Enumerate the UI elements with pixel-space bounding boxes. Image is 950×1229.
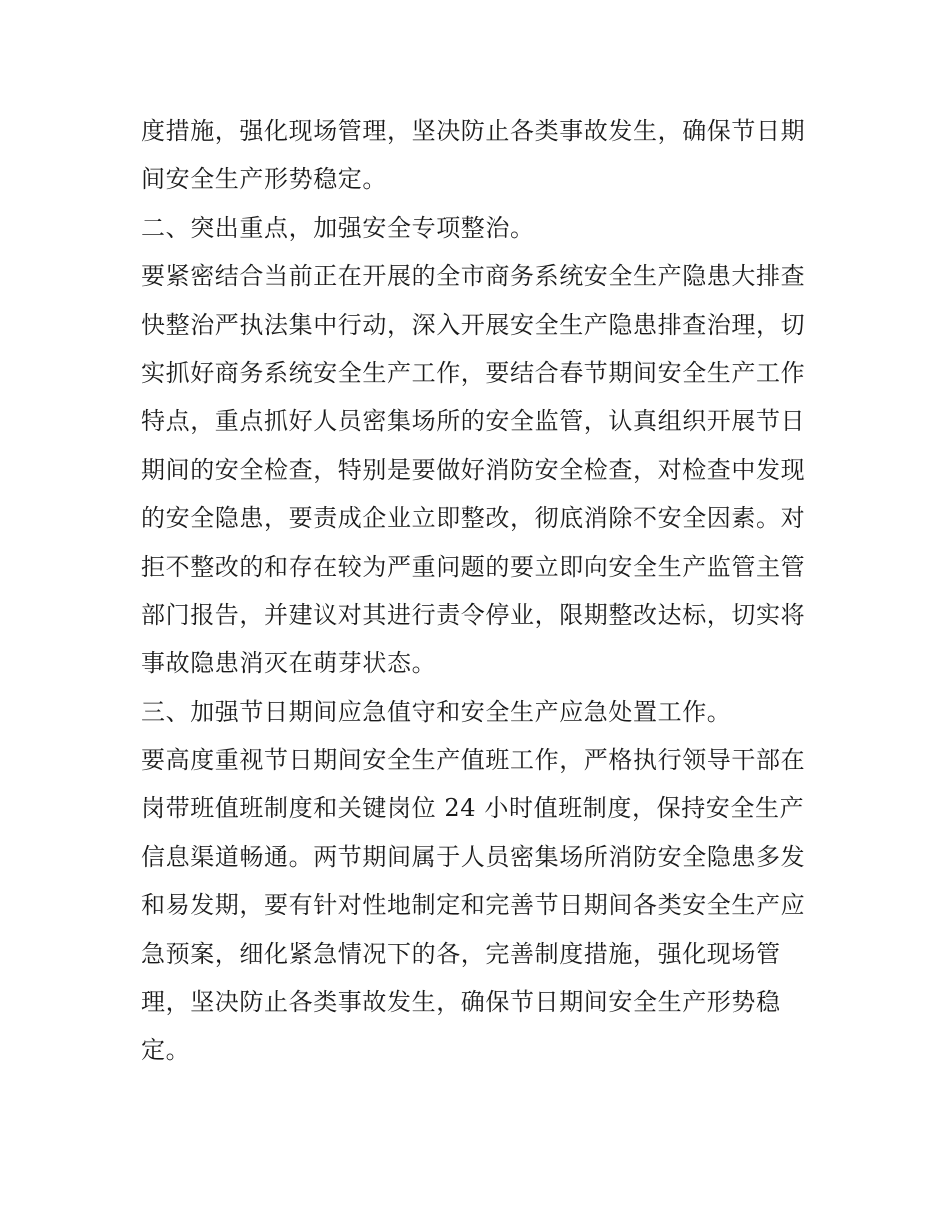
paragraph-line: 实抓好商务系统安全生产工作，要结合春节期间安全生产工作 (141, 358, 806, 387)
paragraph-line: 快整治严执法集中行动，深入开展安全生产隐患排查治理，切 (141, 310, 806, 339)
paragraph-line: 要紧密结合当前正在开展的全市商务系统安全生产隐患大排查 (141, 262, 806, 291)
paragraph-line: 信息渠道畅通。两节期间属于人员密集场所消防安全隐患多发 (141, 842, 806, 871)
section-heading: 二、突出重点，加强安全专项整治。 (141, 213, 535, 242)
paragraph-line: 部门报告，并建议对其进行责令停业，限期整改达标，切实将 (141, 600, 806, 629)
paragraph-line: 期间的安全检查，特别是要做好消防安全检查，对检查中发现 (141, 455, 806, 484)
paragraph-line: 间安全生产形势稳定。 (141, 165, 387, 194)
paragraph-line: 拒不整改的和存在较为严重问题的要立即向安全生产监管主管 (141, 552, 806, 581)
paragraph-line: 理，坚决防止各类事故发生，确保节日期间安全生产形势稳 (141, 988, 781, 1017)
paragraph-line: 定。 (141, 1036, 191, 1065)
paragraph-line: 和易发期，要有针对性地制定和完善节日期间各类安全生产应 (141, 891, 806, 920)
section-heading: 三、加强节日期间应急值守和安全生产应急处置工作。 (141, 697, 732, 726)
document-body (141, 107, 821, 1075)
paragraph-line: 事故隐患消灭在萌芽状态。 (141, 649, 437, 678)
paragraph-line: 的安全隐患，要责成企业立即整改，彻底消除不安全因素。对 (141, 504, 806, 533)
paragraph-line: 度措施，强化现场管理，坚决防止各类事故发生，确保节日期 (141, 117, 806, 145)
paragraph-line: 要高度重视节日期间安全生产值班工作，严格执行领导干部在 (141, 746, 806, 775)
paragraph-line: 急预案，细化紧急情况下的各，完善制度措施，强化现场管 (141, 939, 781, 968)
paragraph-line: 岗带班值班制度和关键岗位 24 小时值班制度，保持安全生产 (141, 794, 805, 823)
paragraph-line: 特点，重点抓好人员密集场所的安全监管，认真组织开展节日 (141, 407, 806, 436)
